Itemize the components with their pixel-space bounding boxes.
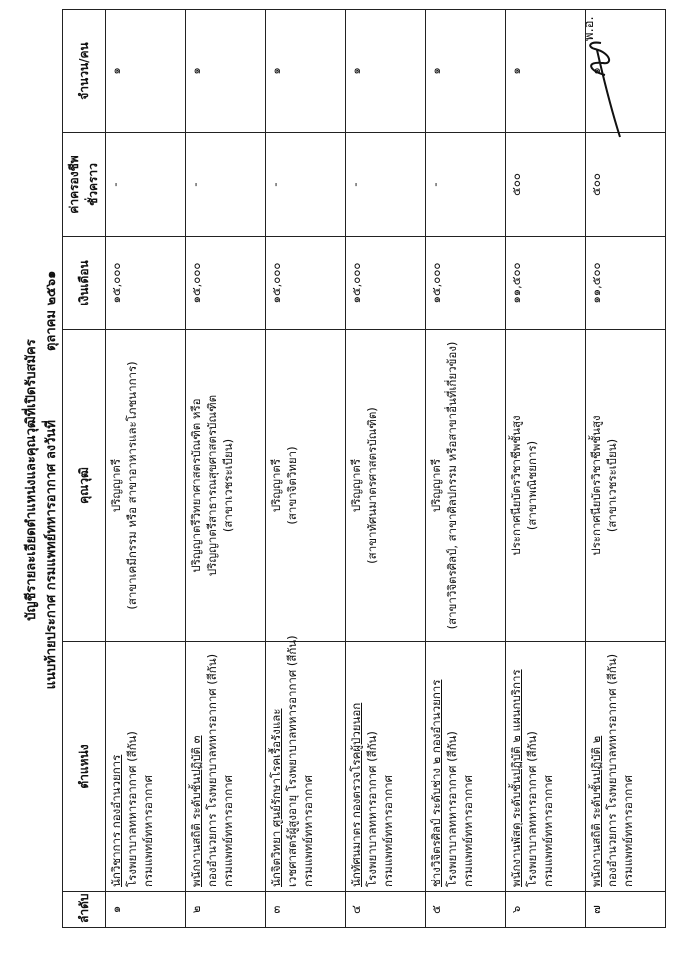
position-line: กรมแพทย์ทหารอากาศ [141,775,155,887]
position-cell [266,635,346,892]
position-line: นักจิตวิทยา ศูนย์รักษาโรคเรื้อรังและ [269,708,283,887]
salary-cell: ๑๕,๐๐๐ [266,237,346,330]
qualification-line: (สาขาเวชระเบียน) [605,438,619,533]
qualification-line: ปริญญาตรี [269,458,283,513]
position-line: โรงพยาบาลทหารอากาศ (สีกัน) [525,731,539,887]
salary-cell: ๑๑,๕๐๐ [586,237,666,330]
table-row [266,10,346,928]
qualification-cell [346,330,426,642]
position-line: โรงพยาบาลทหารอากาศ (สีกัน) [365,731,379,887]
count-cell: ๑ [586,10,666,133]
qualification-line: (สาขาพณิชยการ) [525,440,539,531]
salary-cell: ๑๕,๐๐๐ [186,237,266,330]
allowance-cell: - [186,133,266,237]
row-number: ๑ [106,892,186,928]
salary-cell: ๑๕,๐๐๐ [106,237,186,330]
qualification-line: ประกาศนียบัตรวิชาชีพชั้นสูง [589,415,603,556]
table-row [186,10,266,928]
row-number: ๔ [346,892,426,928]
document-title: บัญชีรายละเอียดตำแหน่งและคุณวุฒิที่เปิดรับสมัคร [24,339,39,621]
header-no: ลำดับ [63,892,106,928]
positions-table [62,9,666,928]
qualification-line: ปริญญาตรี [349,458,363,513]
position-line: กรมแพทย์ทหารอากาศ [221,775,235,887]
position-line: พนักงานพัสดุ ระดับชั้นปฏิบัติ ๒ แผนกบริการ [509,669,523,887]
position-line: โรงพยาบาลทหารอากาศ (สีกัน) [445,731,459,887]
qualification-line: (สาขาเคมีกรรม หรือ สาขาอาหารและโภชนาการ) [125,361,139,610]
qualification-cell [186,330,266,642]
qualification-line: (สาขาเวชระเบียน) [221,438,235,533]
allowance-cell: - [106,133,186,237]
qualification-line: (สาขาทัศนมาตรศาสตรบัณฑิต) [365,407,379,564]
position-cell [346,642,426,892]
table-row [426,10,506,928]
salary-cell: ๑๕,๐๐๐ [346,237,426,330]
row-number: ๗ [586,892,666,928]
table-row [106,10,186,928]
count-cell: ๑ [266,10,346,133]
position-cell [426,642,506,892]
position-cell [506,642,586,892]
position-line: โรงพยาบาลทหารอากาศ (สีกัน) [125,731,139,887]
position-line: พนักงานสถิติ ระดับชั้นปฏิบัติ ๒ [589,735,603,887]
position-line: ช่างวิจิตรศิลป์ ระดับช่าง ๒ กองอำนวยการ [429,679,443,887]
document-subtitle [40,0,61,960]
header-qualification: คุณวุฒิ [63,330,106,642]
header-position: ตำแหน่ง [63,642,106,892]
header-allowance: ค่าครองชีพชั่วคราว [63,133,106,237]
count-cell: ๑ [346,10,426,133]
allowance-cell: ๕๐๐ [586,133,666,237]
position-line: เวชศาสตร์ผู้สูงอายุ โรงพยาบาลทหารอากาศ (สีกัน) [285,635,299,887]
allowance-cell: - [426,133,506,237]
qualification-line: ปริญญาตรีสาธารณสุขศาสตรบัณฑิต [205,394,219,577]
row-number: ๒ [186,892,266,928]
position-cell [186,642,266,892]
qualification-cell [266,330,346,642]
qualification-line: ปริญญาตรี [109,458,123,513]
allowance-cell: ๕๐๐ [506,133,586,237]
count-cell: ๑ [106,10,186,133]
qualification-line: (สาขาจิตวิทยา) [285,446,299,525]
position-line: นักวิชาการ กองอำนวยการ [109,754,123,887]
salary-cell: ๑๕,๐๐๐ [426,237,506,330]
qualification-cell [426,330,506,642]
position-line: กรมแพทย์ทหารอากาศ [541,775,555,887]
qualification-cell [106,330,186,642]
qualification-line: ปริญญาตรี [429,458,443,513]
position-line: กรมแพทย์ทหารอากาศ [381,775,395,887]
header-salary: เงินเดือน [63,237,106,330]
count-cell: ๑ [186,10,266,133]
allowance-cell: - [266,133,346,237]
position-line: กรมแพทย์ทหารอากาศ [461,775,475,887]
qualification-line: ประกาศนียบัตรวิชาชีพชั้นสูง [509,415,523,556]
position-line: กรมแพทย์ทหารอากาศ [301,775,315,887]
row-number: ๓ [266,892,346,928]
qualification-line: ปริญญาตรีวิทยาศาสตรบัณฑิต หรือ [189,398,203,573]
qualification-cell [506,330,586,642]
salary-cell: ๑๑,๕๐๐ [506,237,586,330]
position-cell [106,642,186,892]
table-header-row [63,10,106,928]
row-number: ๕ [426,892,506,928]
table-row [506,10,586,928]
position-cell [586,642,666,892]
header-count: จำนวน/คน [63,10,106,133]
table-row [346,10,426,928]
subtitle-date: ตุลาคม ๒๕๖๑ [44,270,59,352]
position-line: กองอำนวยการ โรงพยาบาลทหารอากาศ (สีกัน) [205,653,219,887]
table-row [586,10,666,928]
row-number: ๖ [506,892,586,928]
allowance-cell: - [346,133,426,237]
signature-initials: พ.อ. [582,16,597,41]
subtitle-prefix: แนบท้ายประกาศ กรมแพทย์ทหารอากาศ ลงวันที่ [44,420,59,690]
position-line: กองอำนวยการ โรงพยาบาลทหารอากาศ (สีกัน) [605,653,619,887]
count-cell: ๑ [506,10,586,133]
qualification-line: (สาขาวิจิตรศิลป์, สาขาศิลปกรรม หรือสาขาอื่นที่เกี่ยวข้อง) [445,341,459,630]
position-line: พนักงานสถิติ ระดับชั้นปฏิบัติ ๓ [189,735,203,887]
count-cell: ๑ [426,10,506,133]
position-line: นักทัศนมาตร กองตรวจโรคผู้ป่วยนอก [349,702,363,887]
qualification-cell [586,330,666,642]
position-line: กรมแพทย์ทหารอากาศ [621,775,635,887]
